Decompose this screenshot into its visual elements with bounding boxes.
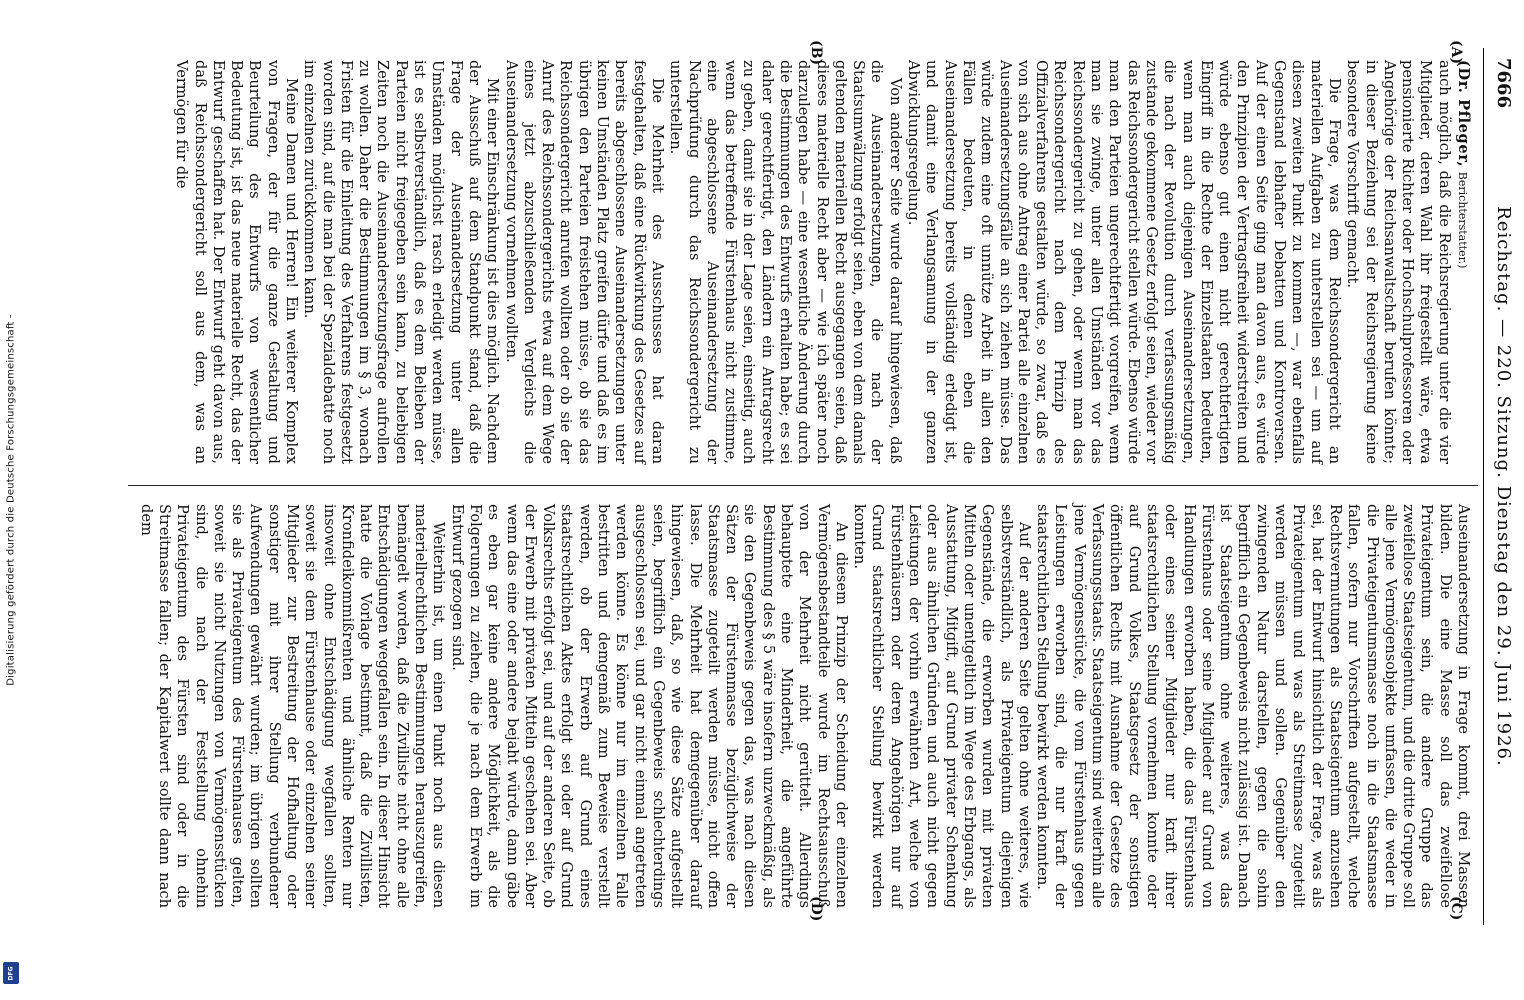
paragraph: auch möglich, daß die Reichsregierung unter die vier Mitglieder, deren Wahl ihr freigestellt wäre, etwa pensionierte Richter oder Hochschulprofessoren oder Angehörige der Reichsanwaltschaft berufen könnte; in dieser Beziehung sei der Reichsregierung keine besondere Vorschrift gemacht. — [1344, 60, 1453, 464]
paragraph: Meine Damen und Herren! Ein weiterer Komplex von Fragen, der für die ganze Gestaltung und Beurteilung des Entwurfs von wesentlicher Bedeutung ist, ist das neue materielle Recht, das der Entwurf geschaffen hat. Der Entwurf geht davon aus, daß Reichssondergericht soll aus dem, was an Vermögen für die — [173, 60, 300, 464]
credit-text: Digitalisierung gefördert durch die Deutsche Forschungsgemeinschaft - — [5, 314, 17, 686]
speaker-line — [1453, 60, 1472, 464]
right-column — [137, 504, 1472, 908]
paragraph: An diesem Prinzip der Scheidung der einzelnen Vermögensbestandteile wurde im Rechtsausschuß von der Mehrheit nicht gerüttelt. Allerdings behauptete eine Minderheit, die angeführte Bestimmung des § 5 wäre insofern unzweckmäßig, als sie den Gegenbeweis gegen das, was nach diesen Sätzen der Fürstenmasse bezüglichweise der Staatsmasse zugeteilt werden müsse, nicht offen lasse. Die Mehrheit hat demgegenüber darauf hingewiesen, daß, so wie diese Sätze aufgestellt seien, begrifflich ein Gegenbeweis schlechterdings ausgeschlossen sei, und gar nicht einmal angetreten werden könne. Es könne nur im einzelnen Falle bestritten und demgemäß zum Beweise verstellt werden, ob der Erwerb auf Grund eines staatsrechtlichen Aktes erfolgt sei oder auf Grund Volksrechts erfolgt sei, und auf der anderen Seite, ob der Erwerb mit privaten Mitteln geschehen sei. Aber wenn das eine oder andere bejaht würde, dann gäbe es eben gar keine andere Möglichkeit, als die Folgerungen zu ziehen, die je nach dem Erwerb im Entwurf gezogen sind. — [448, 504, 850, 908]
column-divider — [128, 485, 1478, 486]
page-number: 7666 — [1493, 58, 1514, 109]
dfg-logo-text: DFG — [7, 965, 15, 981]
running-header — [1483, 48, 1524, 925]
paragraph: Weiterhin ist, um einen Punkt noch aus diesen materiellrechtlichen Bestimmungen herauszugreifen, bemängelt worden, daß die Zivilliste nicht ohne alle Entschädigungen weggefallen sein. In dieser Hinsicht hatte die Vorlage bestimmt, daß die Zivillisten, Kronfideikommißrenten und ähnliche Renten nur insoweit ohne Entschädigung wegfallen sollten, soweit sie dem Fürstenhause oder einzelnen seiner Mitglieder zur Bestreitung der Hofhaltung oder sonstiger mit ihrer Stellung verbundener Aufwendungen gewährt wurden; im übrigen sollten sie als Privateigentum des Fürstenhauses gelten, soweit sie nicht Nutzungen von Vermögensstücken sind, die nach der Feststellung ohnehin Privateigentum des Fürsten sind oder in die Streitmasse fallen; der Kapitalwert sollte dann nach dem — [137, 504, 448, 908]
page-content — [112, 40, 1524, 925]
paragraph: Auseinandersetzung in Frage kommt, drei Massen bilden. Die eine Masse soll das zweifellose Privateigentum sein, die andere Gruppe das zweifellose Staatseigentum, und die dritte Gruppe soll alle jene Vermögensobjekte umfassen, die weder in die Privateigentumsmasse noch in die Staatsmasse fallen, sofern nur Vorschriften aufgestellt, welche Rechtsvermutungen als Staatseigentum anzusehen sei, hat der Entwurf hinsichtlich der Frage, was als Privateigentum und was als Streitmasse zugeteilt werden müssen und sollen. Gegenüber den zwingenden Natur darstellen, gegen die sohin begrifflich ein Gegenbeweis nicht zulässig ist. Danach ist Staatseigentum ohne weiteres, was das Fürstenhaus oder seine Mitglieder auf Grund von Handlungen erworben haben, die das Fürstenhaus oder eines seiner Mitglieder nur kraft ihrer staatsrechtlichen Stellung vornehmen konnte oder auf Grund Volkes, Staatsgesetz der sonstigen öffentlichen Rechts mit Ausnahme der Gesetze des Verfassungsstaats. Staatseigentum sind weiterhin alle jene Vermögensstücke, die vom Fürstenhaus gegen Leistungen erworben sind, die nur kraft der staatsrechtlichen Stellung bewirkt werden konnten. — [1034, 504, 1472, 908]
paragraph: Mit einer Einschränkung ist dies möglich. Nachdem der Ausschuß auf dem Standpunkt stand, daß die Frage der Auseinandersetzung unter allen Umständen möglichst rasch erledigt werden müsse, ist es selbstverständlich, daß es dem Belieben der Parteien nicht freigegeben sein kann, zu beliebigen Zeiten noch die Auseinandersetzungsfrage aufrollen zu wollen. Daher die Bestimmungen im § 3, wonach Fristen für die Einleitung des Verfahrens festgesetzt worden sind, auf die man bei der Spezialdebatte noch im einzelnen zurückkommen kann. — [301, 60, 502, 464]
margin-mark-d: (D) — [808, 896, 824, 922]
document-page — [112, 40, 1524, 925]
paragraph: Von anderer Seite wurde darauf hingewiesen, daß die Auseinandersetzungen, die nach der Staatsumwälzung erfolgt seien, eben von dem damals geltenden materiellen Recht ausgegangen seien, daß dieses materielle Recht aber — wie ich später noch darzulegen habe — eine wesentliche Änderung durch die Bestimmungen des Entwurfs erhalten habe; es sei daher gerechtfertigt, den Ländern ein Antragsrecht zu geben, damit sie in der Lage seien, einseitig, auch wenn das betreffende Fürstenhaus nicht zustimme, eine abgeschlossene Auseinandersetzung der Nachprüfung durch das Reichssondergericht zu unterstellen. — [667, 60, 904, 464]
speaker-role: Berichterstatter.) — [1456, 171, 1469, 269]
dfg-logo — [3, 962, 19, 984]
margin-mark-b: (B) — [808, 40, 824, 66]
paragraph: Die Frage, was dem Reichssondergericht an materiellen Aufgaben zu unterstellen sei — um auf diesen zweiten Punkt zu kommen —, war ebenfalls Gegenstand lebhafter Debatten und Kontroversen. Auf der einen Seite ging man davon aus, es würde den Prinzipien der Vertragsfreiheit widerstreiten und würde ebenso gut einen nicht gerechtfertigten Eingriff in die Rechte der Einzelstaaten bedeuten, wenn man auch diejenigen Auseinandersetzungen, die nach der Revolution durch verfassungsmäßig zustande gekommene Gesetz erfolgt seien, wieder vor das Reichssondergericht stellen würde. Ebenso würde man den Parteien ungerechtfertigt vorgreifen, wenn man sie zwinge, unter allen Umständen vor das Reichssondergericht zu gehen, oder wenn man das Reichssondergericht nach dem Prinzip des Offizialverfahrens gestalten würde, so zwar, daß es von sich aus ohne Antrag einer Partei alle einzelnen Auseinandersetzungsfälle an sich ziehen müsse. Das würde zudem eine oft unnütze Arbeit in allen den Fällen bedeuten, in denen eben die Auseinandersetzung bereits vollständig erledigt ist, und damit eine Verlangsamung in der ganzen Abwicklungsregelung. — [905, 60, 1343, 464]
left-column — [142, 60, 1472, 464]
paragraph: Auf der anderen Seite gelten ohne weiteres, wie selbstverständlich, als Privateigentum diejenigen Gegenstände, die erworben wurden mit privaten Mitteln oder unentgeltlich im Wege des Erbgangs, als Ausstattung, Mitgift, auf Grund privater Schenkung oder aus ähnlichen Gründen und auch nicht gegen Leistungen der vorhin erwähnten Art, welche von Fürstenhäusern oder deren Angehörigen nur auf Grund staatsrechtlicher Stellung bewirkt werden konnten. — [851, 504, 1033, 908]
speaker-name: (Dr. Pfleger, — [1455, 60, 1472, 168]
digitization-credit — [0, 0, 22, 1000]
margin-mark-c: (C) — [1448, 896, 1464, 921]
margin-mark-a: (A) — [1448, 40, 1464, 65]
header-title: Reichstag. — 220. Sitzung. Dienstag den 29. Juni 1926. — [1493, 206, 1514, 767]
paragraph: Die Mehrheit des Ausschusses hat daran festgehalten, daß eine Rückwirkung des Gesetzes auf bereits abgeschlossene Auseinandersetzungen unter keinen Umständen Platz greifen dürfe und daß es im übrigen den Parteien freistehen müsse, ob sie das Reichssondergericht anrufen wollten oder ob sie der Anruf des Reichssondergerichts etwa auf dem Wege eines jetzt abzuschließenden Vergleichs die Auseinandersetzung vornehmen wollten. — [502, 60, 666, 464]
